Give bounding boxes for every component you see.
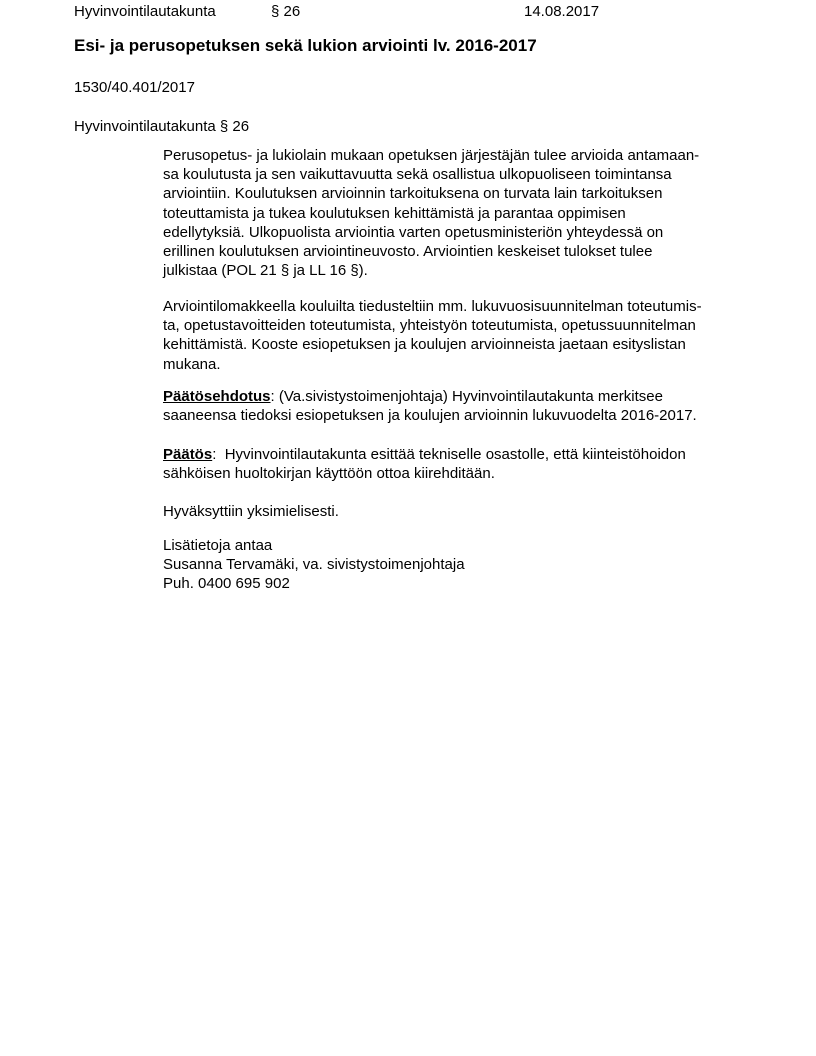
decision-label: Päätös bbox=[163, 446, 213, 463]
decision-proposal-separator: : bbox=[270, 388, 279, 405]
decision-proposal-text: (Va.sivistystoimenjohtaja) Hyvinvointilautakunta merkitsee saaneensa tiedoksi esiopetuksen ja koulujen arvioinnin lukuvuodelta 2016-2017. bbox=[163, 388, 697, 425]
subheading-committee-section: Hyvinvointilautakunta § 26 bbox=[74, 118, 250, 135]
decision-separator: : bbox=[212, 446, 225, 463]
header-committee: Hyvinvointilautakunta bbox=[74, 3, 216, 20]
decision-text: Hyvinvointilautakunta esittää tekniselle osastolle, että kiinteistöhoidon sähköisen huoltokirjan käyttöön ottoa kiirehditään. bbox=[163, 446, 686, 483]
document-title: Esi- ja perusopetuksen sekä lukion arviointi lv. 2016-2017 bbox=[74, 36, 537, 55]
approval-statement: Hyväksyttiin yksimielisesti. bbox=[163, 503, 339, 520]
contact-info: Lisätietoja antaa Susanna Tervamäki, va. sivistystoimenjohtaja Puh. 0400 695 902 bbox=[163, 537, 465, 593]
paragraph-decision bbox=[163, 445, 763, 483]
decision-proposal-label: Päätösehdotus bbox=[163, 388, 271, 405]
paragraph-evaluation-law: Perusopetus- ja lukiolain mukaan opetuksen järjestäjän tulee arvioida antamaan- sa koulutusta ja sen vaikuttavuutta sekä osallistua ulkopuoliseen toimintansa arviointiin. Koulutuksen arvioinnin tarkoituksena on turvata lain tarkoituksen toteuttamista ja tukea koulutuksen kehittämistä ja parantaa oppimisen edellytyksiä. Ulkopuolista arviointia varten opetusministeriön yhteydessä on erillinen koulutuksen arviointineuvosto. Arviointien keskeiset tulokset tulee julkistaa (POL 21 § ja LL 16 §). bbox=[163, 147, 700, 280]
case-number: 1530/40.401/2017 bbox=[74, 79, 195, 96]
paragraph-decision-proposal bbox=[163, 387, 763, 425]
header-date: 14.08.2017 bbox=[524, 3, 600, 20]
paragraph-evaluation-form: Arviointilomakkeella kouluilta tiedusteltiin mm. lukuvuosisuunnitelman toteutumis- ta, opetustavoitteiden toteutumista, yhteistyön toteutumista, opetussuunnitelman kehittämistä. Kooste esiopetuksen ja koulujen arvioinneista jaetaan esityslistan mukana. bbox=[163, 298, 702, 373]
header-section-number: § 26 bbox=[271, 3, 301, 20]
